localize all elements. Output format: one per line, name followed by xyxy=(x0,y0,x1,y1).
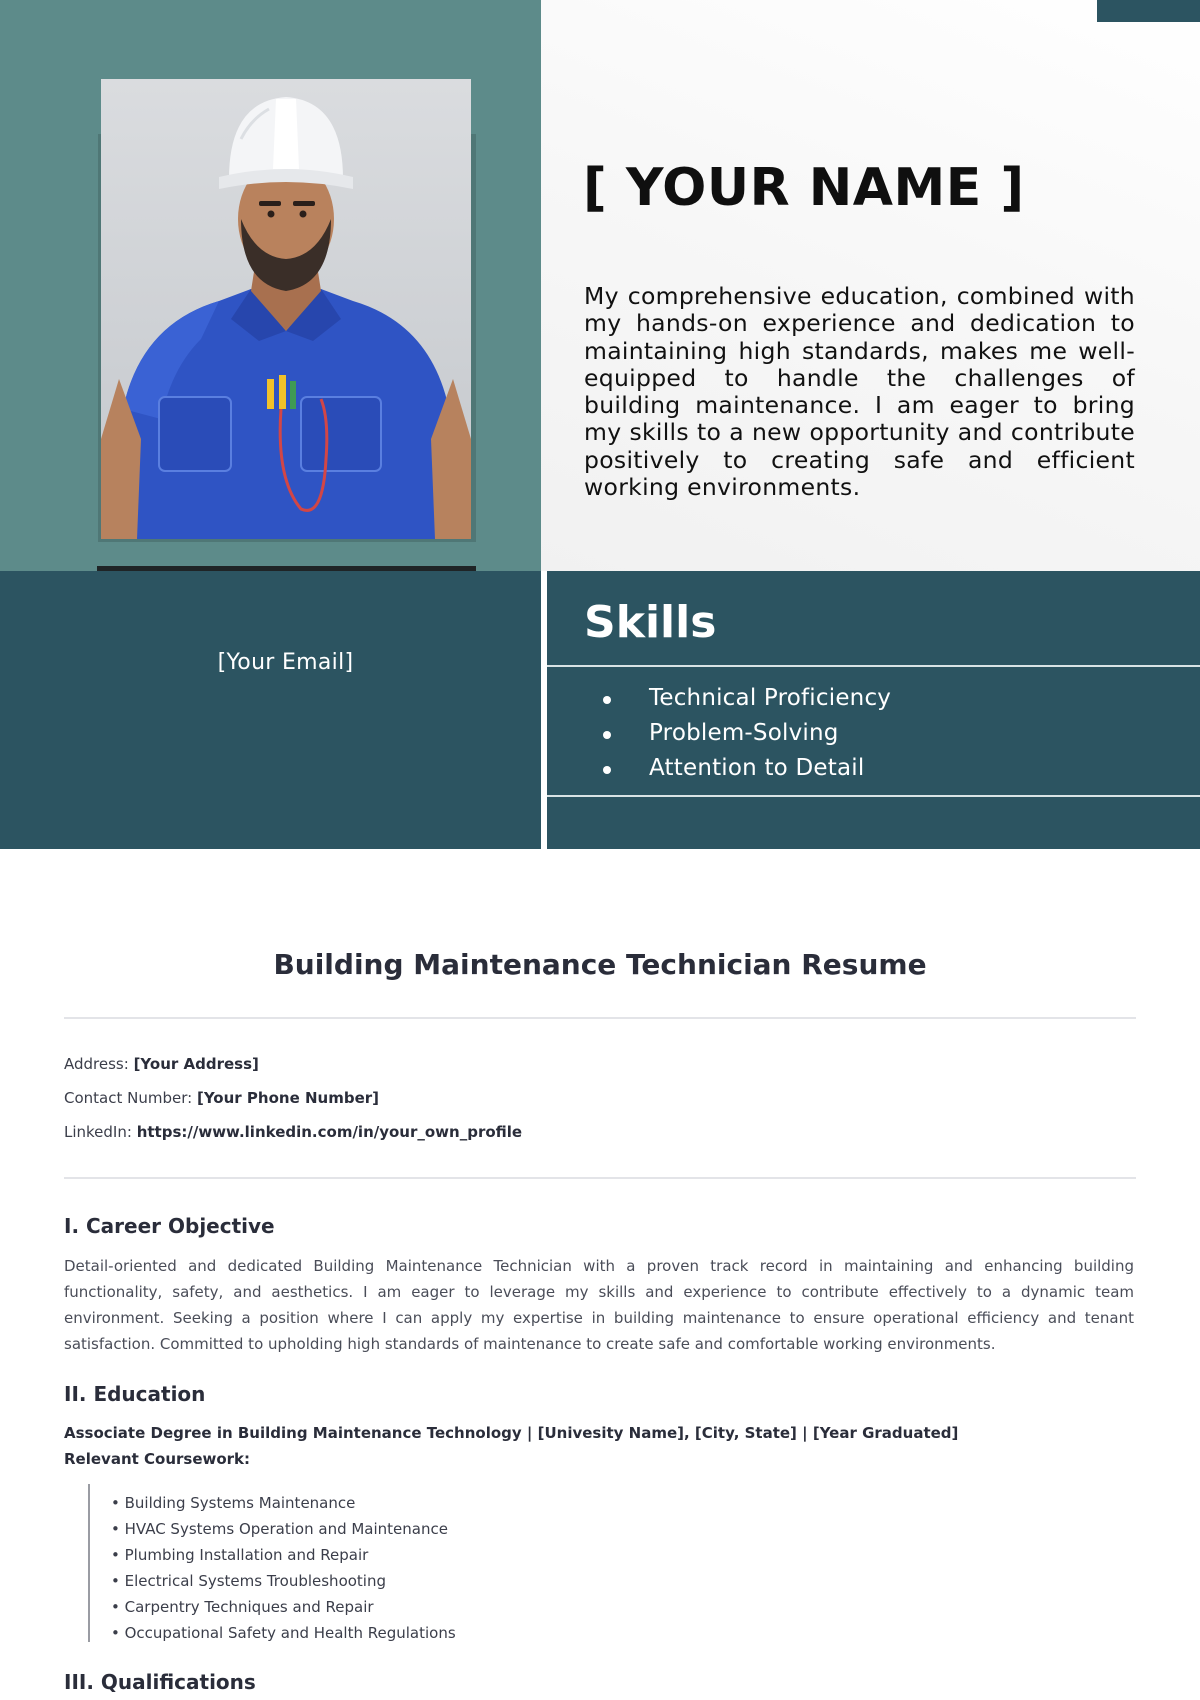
career-objective-text: Detail-oriented and dedicated Building Maintenance Technician with a proven track record in maintaining and enhancing building functionality, safety, and aesthetics. I am eager to leverage my skills and experience to contribute effectively to a dynamic team environment. Seeking a position where I can apply my expertise in building maintenance to ensure operational efficiency and tenant satisfaction. Committed to upholding high standards of maintenance to create safe and comfortable working environments. xyxy=(64,1257,1134,1353)
contact-panel xyxy=(0,571,541,849)
address-line xyxy=(64,1055,259,1073)
document-title: Building Maintenance Technician Resume xyxy=(273,948,927,981)
linkedin-link[interactable]: https://www.linkedin.com/in/your_own_profile xyxy=(136,1123,523,1141)
phone-label: Contact Number: xyxy=(64,1089,193,1107)
skills-rule-bottom xyxy=(547,795,1200,797)
linkedin-label: LinkedIn: xyxy=(64,1123,132,1141)
coursework-bar xyxy=(88,1484,90,1642)
corner-accent xyxy=(1097,0,1200,22)
course-item: • Occupational Safety and Health Regulations xyxy=(111,1624,456,1642)
qualifications-heading: III. Qualifications xyxy=(64,1670,256,1694)
coursework-label: Relevant Coursework: xyxy=(64,1450,251,1468)
skills-rule-top xyxy=(547,665,1200,667)
skill-item: Technical Proficiency xyxy=(600,681,891,716)
address-value: [Your Address] xyxy=(133,1055,259,1073)
course-item: • Carpentry Techniques and Repair xyxy=(111,1598,374,1616)
course-item: • Electrical Systems Troubleshooting xyxy=(111,1572,386,1590)
linkedin-line xyxy=(64,1123,522,1141)
skills-list xyxy=(600,681,891,786)
resume-banner xyxy=(0,0,1200,849)
course-item: • Building Systems Maintenance xyxy=(111,1494,356,1512)
skill-item: Problem-Solving xyxy=(600,716,891,751)
coursework-list xyxy=(111,1490,456,1646)
degree-line: Associate Degree in Building Maintenance Technology | [Univesity Name], [City, State] | [Year Graduated] xyxy=(64,1424,959,1442)
career-objective-heading: I. Career Objective xyxy=(64,1214,275,1238)
skills-heading: Skills xyxy=(584,597,717,648)
divider xyxy=(64,1177,1136,1179)
divider xyxy=(64,1017,1136,1019)
education-heading: II. Education xyxy=(64,1382,206,1406)
email-text: [Your Email] xyxy=(217,650,354,675)
course-item: • HVAC Systems Operation and Maintenance xyxy=(111,1520,448,1538)
profile-summary: My comprehensive education, combined with my hands-on experience and dedication to maintaining high standards, makes me well-equipped to handle the challenges of building maintenance. I am eager to bring my skills to a new opportunity and contribute positively to creating safe and efficient working environments. xyxy=(584,282,1135,502)
name-heading: [ YOUR NAME ] xyxy=(583,158,1025,218)
phone-line xyxy=(64,1089,379,1107)
phone-value: [Your Phone Number] xyxy=(196,1089,379,1107)
address-label: Address: xyxy=(64,1055,129,1073)
skill-item: Attention to Detail xyxy=(600,751,891,786)
course-item: • Plumbing Installation and Repair xyxy=(111,1546,369,1564)
profile-photo xyxy=(101,79,471,539)
